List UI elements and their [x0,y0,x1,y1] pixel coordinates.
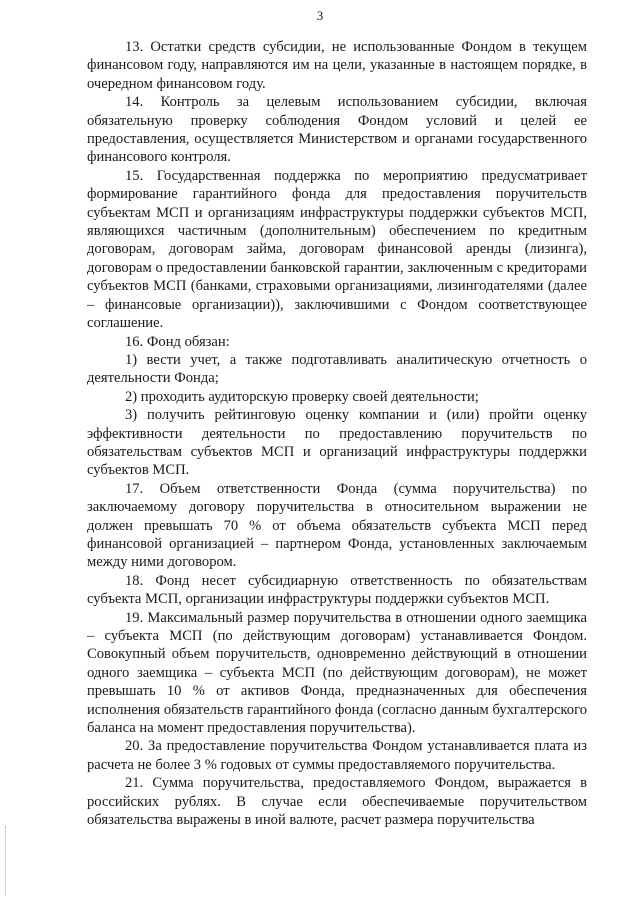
paragraph-17: 17. Объем ответственности Фонда (сумма поручительства) по заключаемому договору поручительства в относительном выражении не должен превышать 70 % от объема обязательств субъекта МСП перед финансовой организацией – партнером Фонда, установленных заключаемым между ними договором. [87,480,587,571]
document-body [87,38,587,829]
scan-margin-mark [5,826,8,896]
page-number: 3 [316,8,324,23]
paragraph-13: 13. Остатки средств субсидии, не использованные Фондом в текущем финансовом году, направляются им на цели, указанные в настоящем порядке, в очередном финансовом году. [87,39,587,92]
paragraph-18: 18. Фонд несет субсидиарную ответственность по обязательствам субъекта МСП, организации инфраструктуры поддержки субъектов МСП. [87,572,587,608]
paragraph-15: 15. Государственная поддержка по мероприятию предусматривает формирование гарантийного фонда для предоставления поручительств субъектам МСП и организациям инфраструктуры поддержки субъектов МСП, являющихся частичным (дополнительным) обеспечением по кредитным договорам, договорам займа, договорам финансовой аренды (лизинга), договорам о предоставлении банковской гарантии, заключенным с кредиторами субъектов МСП (банками, страховыми организациями, лизингодателями (далее – финансовые организации)), заключившими с Фондом соответствующее соглашение. [87,167,587,332]
paragraph-21: 21. Сумма поручительства, предоставляемого Фондом, выражается в российских рублях. В случае если обеспечиваемые поручительством обязательства выражены в иной валюте, расчет размера поручительства [87,775,587,829]
paragraph-19: 19. Максимальный размер поручительства в отношении одного заемщика – субъекта МСП (по действующим договорам) устанавливается Фондом. Совокупный объем поручительств, одновременно действующий в отношении одного заемщика – субъекта МСП (по действующим договорам), не может превышать 10 % от активов Фонда, предназначенных для обеспечения исполнения обязательств гарантийного фонда (согласно данным бухгалтерского баланса на момент предоставления поручительства). [87,609,587,737]
paragraph-16: 16. Фонд обязан: [125,333,230,350]
list-item-3: 3) получить рейтинговую оценку компании и (или) пройти оценку эффективности деятельности по предоставлению поручительств по обязательствам субъектов МСП и организаций инфраструктуры поддержки субъектов МСП. [87,407,587,479]
paragraph-20: 20. За предоставление поручительства Фондом устанавливается плата из расчета не более 3 % годовых от суммы предоставляемого поручительства. [87,738,587,773]
list-item-1: 1) вести учет, а также подготавливать аналитическую отчетность о деятельности Фонда; [87,351,587,387]
list-item-2: 2) проходить аудиторскую проверку своей деятельности; [125,388,479,405]
paragraph-14: 14. Контроль за целевым использованием субсидии, включая обязательную проверку соблюдения Фондом условий и целей ее предоставления, осуществляется Министерством и органами государственного финансового контроля. [87,94,587,166]
